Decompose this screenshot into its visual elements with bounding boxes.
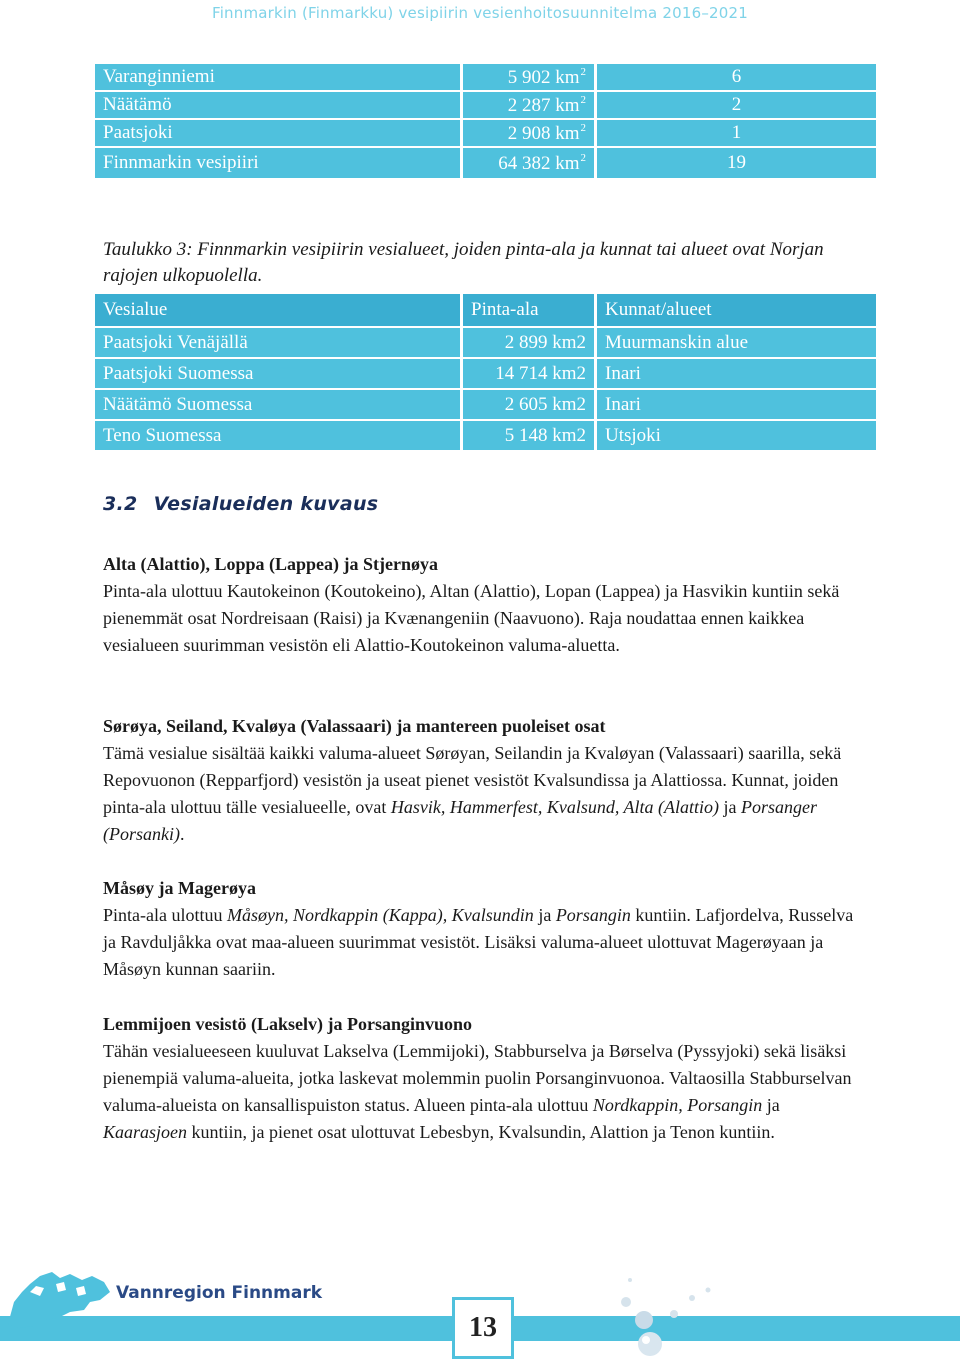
table-cell-area: 5 902 $km^2$ (463, 64, 597, 90)
table-row (95, 92, 876, 118)
table-caption: Taulukko 3: Finnmarkin vesipiirin vesialueet, joiden pinta-ala ja kunnat tai alueet ovat Norjan rajojen ulkopuolella. (103, 239, 824, 286)
table-header-row (95, 294, 876, 328)
region-block-lakselv (103, 1011, 863, 1146)
table-cell-area: 64 382 $km^2$ (463, 148, 597, 178)
table-cell-name: Paatsjoki Venäjällä (95, 328, 463, 359)
region-heading: Lemmijoen vesistö (Lakselv) ja Porsanginvuono (103, 1014, 472, 1034)
region-heading: Sørøya, Seiland, Kvaløya (Valassaari) ja mantereen puoleiset osat (103, 716, 606, 736)
table-cell-count: 19 (597, 148, 876, 178)
running-header: Finnmarkin (Finmarkku) vesipiirin vesienhoitosuunnitelma 2016–2021 (211, 4, 749, 22)
table-cell-area: 2 605 km2 (463, 390, 597, 421)
section-heading (103, 493, 378, 515)
table-cell-name: Näätämö (95, 92, 463, 118)
section-number: 3.2 (103, 493, 138, 515)
region-block-soroya (103, 713, 863, 848)
table-cell-area: 5 148 km2 (463, 421, 597, 452)
region-text: Pinta-ala ulottuu Kautokeinon (Koutokeino), Altan (Alattio), Lopan (Lappea) ja Hasvikin kuntiin sekä pienemmät osat Nordreisaan (Raisi) ja Kvænangeniin (Naavuono). Raja noudattaa ennen kaikkea vesialueen suurimman vesistön eli Alattio-Koutokeinon valuma-aluetta. (103, 581, 840, 655)
table-row (95, 120, 876, 146)
table-cell-name: Finnmarkin vesipiiri (95, 148, 463, 178)
region-heading: Alta (Alattio), Loppa (Lappea) ja Stjernøya (103, 554, 438, 574)
region-block-masoy (103, 875, 863, 983)
table-cell-name: Teno Suomessa (95, 421, 463, 452)
region-text: Pinta-ala ulottuu Måsøyn, Nordkappin (Kappa), Kvalsundin ja Porsangin kuntiin. Lafjordelva, Russelva ja Ravduljåkka ovat maa-alueen suurimmat vesistöt. Lisäksi valuma-alueet ulottuvat Magerøyaan ja Måsøyn kunnan saariin. (103, 905, 854, 979)
table-row (95, 390, 876, 421)
region-block-alta (103, 551, 863, 659)
table-cell-count: 1 (597, 120, 876, 146)
page-number: 13 (452, 1297, 514, 1359)
table-cell-region: Utsjoki (597, 421, 876, 452)
table-cell-area: 2 899 km2 (463, 328, 597, 359)
summary-table (95, 62, 876, 180)
column-header: Vesialue (95, 294, 463, 328)
table-cell-name: Varanginniemi (95, 64, 463, 90)
column-header: Kunnat/alueet (597, 294, 876, 328)
logo-text: Vannregion Finnmark (116, 1283, 323, 1303)
section-title: Vesialueiden kuvaus (153, 493, 379, 515)
table-row-total (95, 148, 876, 178)
outside-norway-table (95, 294, 876, 452)
table-row (95, 421, 876, 452)
table-cell-count: 6 (597, 64, 876, 90)
table-cell-region: Inari (597, 359, 876, 390)
region-heading: Måsøy ja Magerøya (103, 878, 256, 898)
table-cell-name: Paatsjoki Suomessa (95, 359, 463, 390)
table-cell-region: Inari (597, 390, 876, 421)
table-cell-name: Näätämö Suomessa (95, 390, 463, 421)
table-row (95, 359, 876, 390)
table-cell-region: Muurmanskin alue (597, 328, 876, 359)
table-row (95, 328, 876, 359)
region-text: Tämä vesialue sisältää kaikki valuma-alueet Sørøyan, Seilandin ja Kvaløyan (Valassaari) saarilla, sekä Repovuonon (Repparfjord) vesistön ja useat pienet vesistöt Kvalsundissa ja Alattiossa. Kunnat, joiden pinta-ala ulottuu tälle vesialueelle, ovat Hasvik, Hammerfest, Kvalsund, Alta (Alattio) ja Porsanger (Porsanki). (103, 743, 842, 844)
table-cell-area: 2 287 $km^2$ (463, 92, 597, 118)
table-cell-name: Paatsjoki (95, 120, 463, 146)
table-cell-area: 14 714 km2 (463, 359, 597, 390)
table-cell-area: 2 908 $km^2$ (463, 120, 597, 146)
region-text: Tähän vesialueeseen kuuluvat Lakselva (Lemmijoki), Stabburselva ja Børselva (Pyssyjoki) sekä lisäksi pienempiä valuma-alueita, jotka laskevat molemmin puolin Porsanginvuonoa. Valtaosilla Stabburselvan valuma-alueista on kansallispuiston status. Alueen pinta-ala ulottuu Nordkappin, Porsangin ja Kaarasjoen kuntiin, ja pienet osat ulottuvat Lebesbyn, Kvalsundin, Alattion ja Tenon kuntiin. (103, 1041, 852, 1142)
column-header: Pinta-ala (463, 294, 597, 328)
water-drops-icon (600, 1268, 740, 1358)
table-cell-count: 2 (597, 92, 876, 118)
table-row (95, 64, 876, 90)
